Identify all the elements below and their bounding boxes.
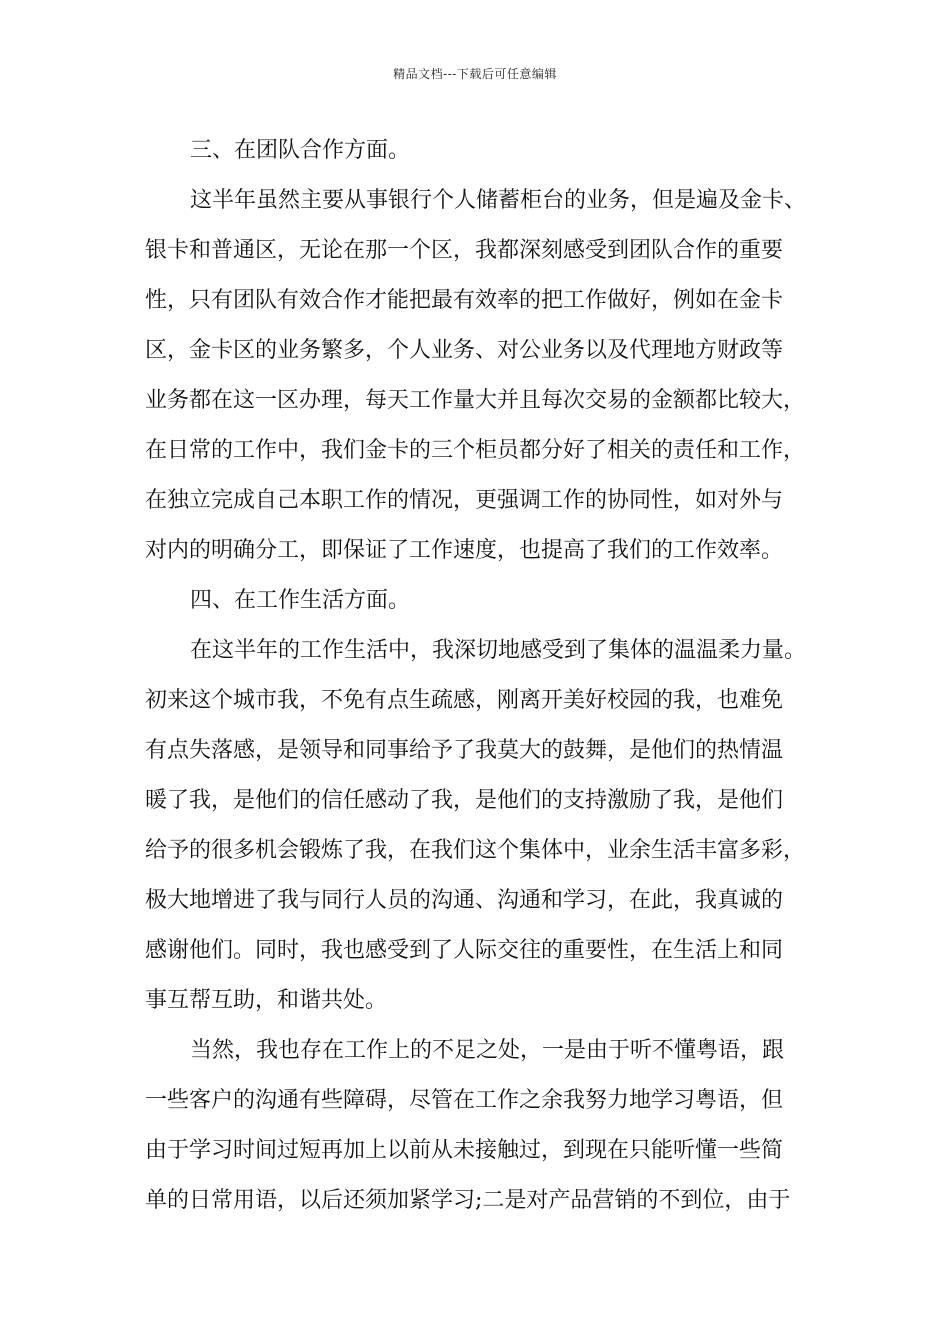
section-heading-teamwork: 三、在团队合作方面。 [190, 138, 411, 163]
paragraph-line: 有点失落感，是领导和同事给予了我莫大的鼓舞，是他们的热情温 [145, 738, 784, 763]
page-header: 精品文档---下载后可任意编辑 [393, 67, 557, 81]
paragraph-line: 区，金卡区的业务繁多，个人业务、对公业务以及代理地方财政等 [145, 338, 784, 363]
paragraph-line: 性，只有团队有效合作才能把最有效率的把工作做好，例如在金卡 [145, 288, 784, 313]
paragraph-line: 在这半年的工作生活中，我深切地感受到了集体的温温柔力量。 [190, 638, 807, 663]
paragraph-line: 单的日常用语，以后还须加紧学习;二是对产品营销的不到位，由于 [145, 1188, 791, 1213]
paragraph-line: 银卡和普通区，无论在那一个区，我都深刻感受到团队合作的重要 [145, 238, 784, 263]
paragraph-line: 业务都在这一区办理，每天工作量大并且每次交易的金额都比较大， [145, 388, 806, 413]
paragraph-line: 初来这个城市我，不免有点生疏感，刚离开美好校园的我，也难免 [145, 688, 784, 713]
paragraph-line: 给予的很多机会锻炼了我，在我们这个集体中，业余生活丰富多彩， [145, 838, 806, 863]
section-heading-work-life: 四、在工作生活方面。 [190, 588, 411, 613]
paragraph-line: 事互帮互助，和谐共处。 [145, 988, 388, 1013]
paragraph-line: 在独立完成自己本职工作的情况，更强调工作的协同性，如对外与 [145, 488, 784, 513]
paragraph-line: 对内的明确分工，即保证了工作速度，也提高了我们的工作效率。 [145, 538, 784, 563]
paragraph-line: 这半年虽然主要从事银行个人储蓄柜台的业务，但是遍及金卡、 [190, 188, 807, 213]
paragraph-line: 由于学习时间过短再加上以前从未接触过，到现在只能听懂一些简 [145, 1138, 784, 1163]
paragraph-line: 一些客户的沟通有些障碍，尽管在工作之余我努力地学习粤语，但 [145, 1088, 784, 1113]
paragraph-line: 在日常的工作中，我们金卡的三个柜员都分好了相关的责任和工作， [145, 438, 806, 463]
paragraph-line: 当然，我也存在工作上的不足之处，一是由于听不懂粤语，跟 [190, 1038, 785, 1063]
paragraph-line: 感谢他们。同时，我也感受到了人际交往的重要性，在生活上和同 [145, 938, 784, 963]
paragraph-line: 极大地增进了我与同行人员的沟通、沟通和学习，在此，我真诚的 [145, 888, 784, 913]
paragraph-line: 暖了我，是他们的信任感动了我，是他们的支持激励了我，是他们 [145, 788, 784, 813]
